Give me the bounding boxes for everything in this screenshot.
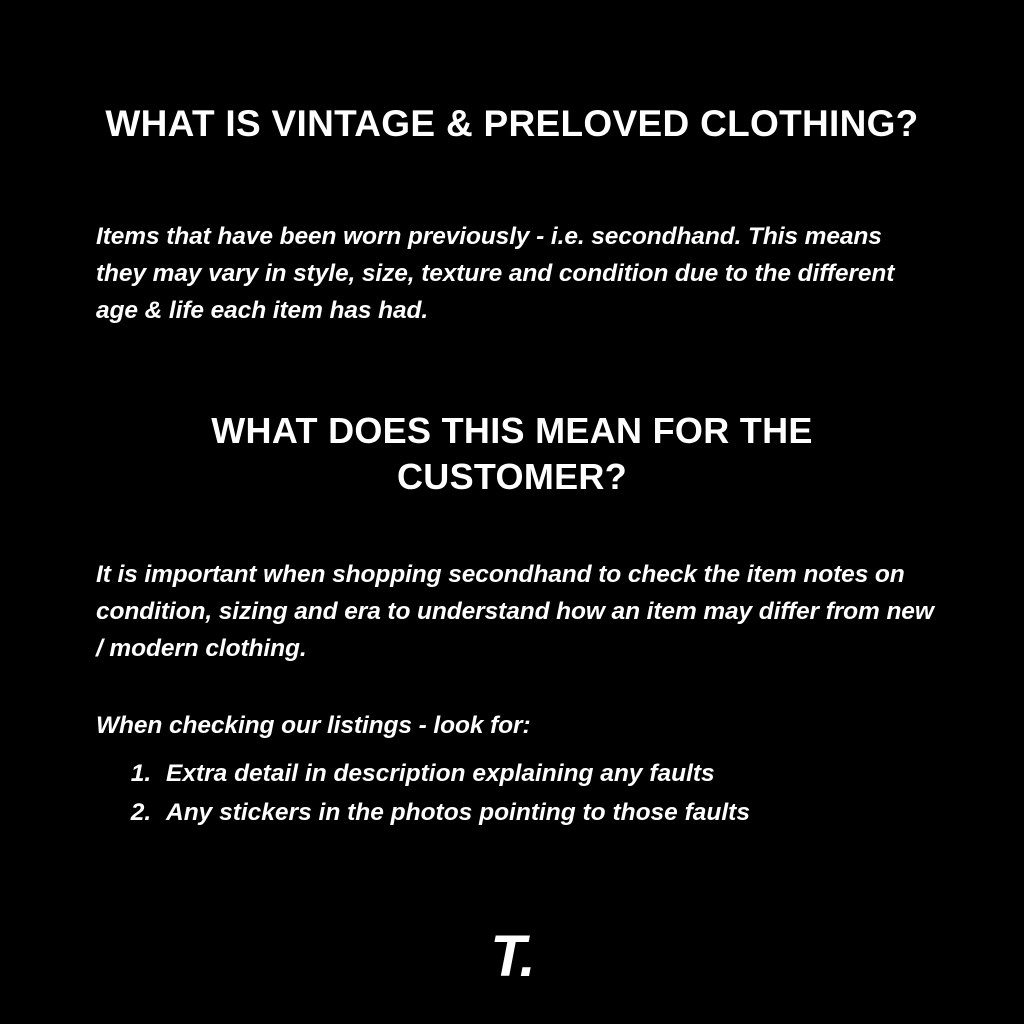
- list-item: 2. Any stickers in the photos pointing to those faults: [158, 794, 978, 833]
- checklist: [118, 755, 978, 832]
- list-item: 1. Extra detail in description explaining any faults: [158, 755, 978, 794]
- checklist-intro: When checking our listings - look for:: [96, 711, 531, 739]
- definition-paragraph: Items that have been worn previously - i.e. secondhand. This means they may vary in style, size, texture and condition due to the different age & life each item has had.: [96, 222, 895, 324]
- brand-logo: T.: [490, 924, 534, 989]
- page-title: WHAT IS VINTAGE & PRELOVED CLOTHING?: [105, 102, 919, 144]
- section-title: WHAT DOES THIS MEAN FOR THE CUSTOMER?: [211, 409, 813, 497]
- customer-note-paragraph: It is important when shopping secondhand to check the item notes on condition, sizing and era to understand how an item may differ from new / modern clothing.: [96, 560, 934, 662]
